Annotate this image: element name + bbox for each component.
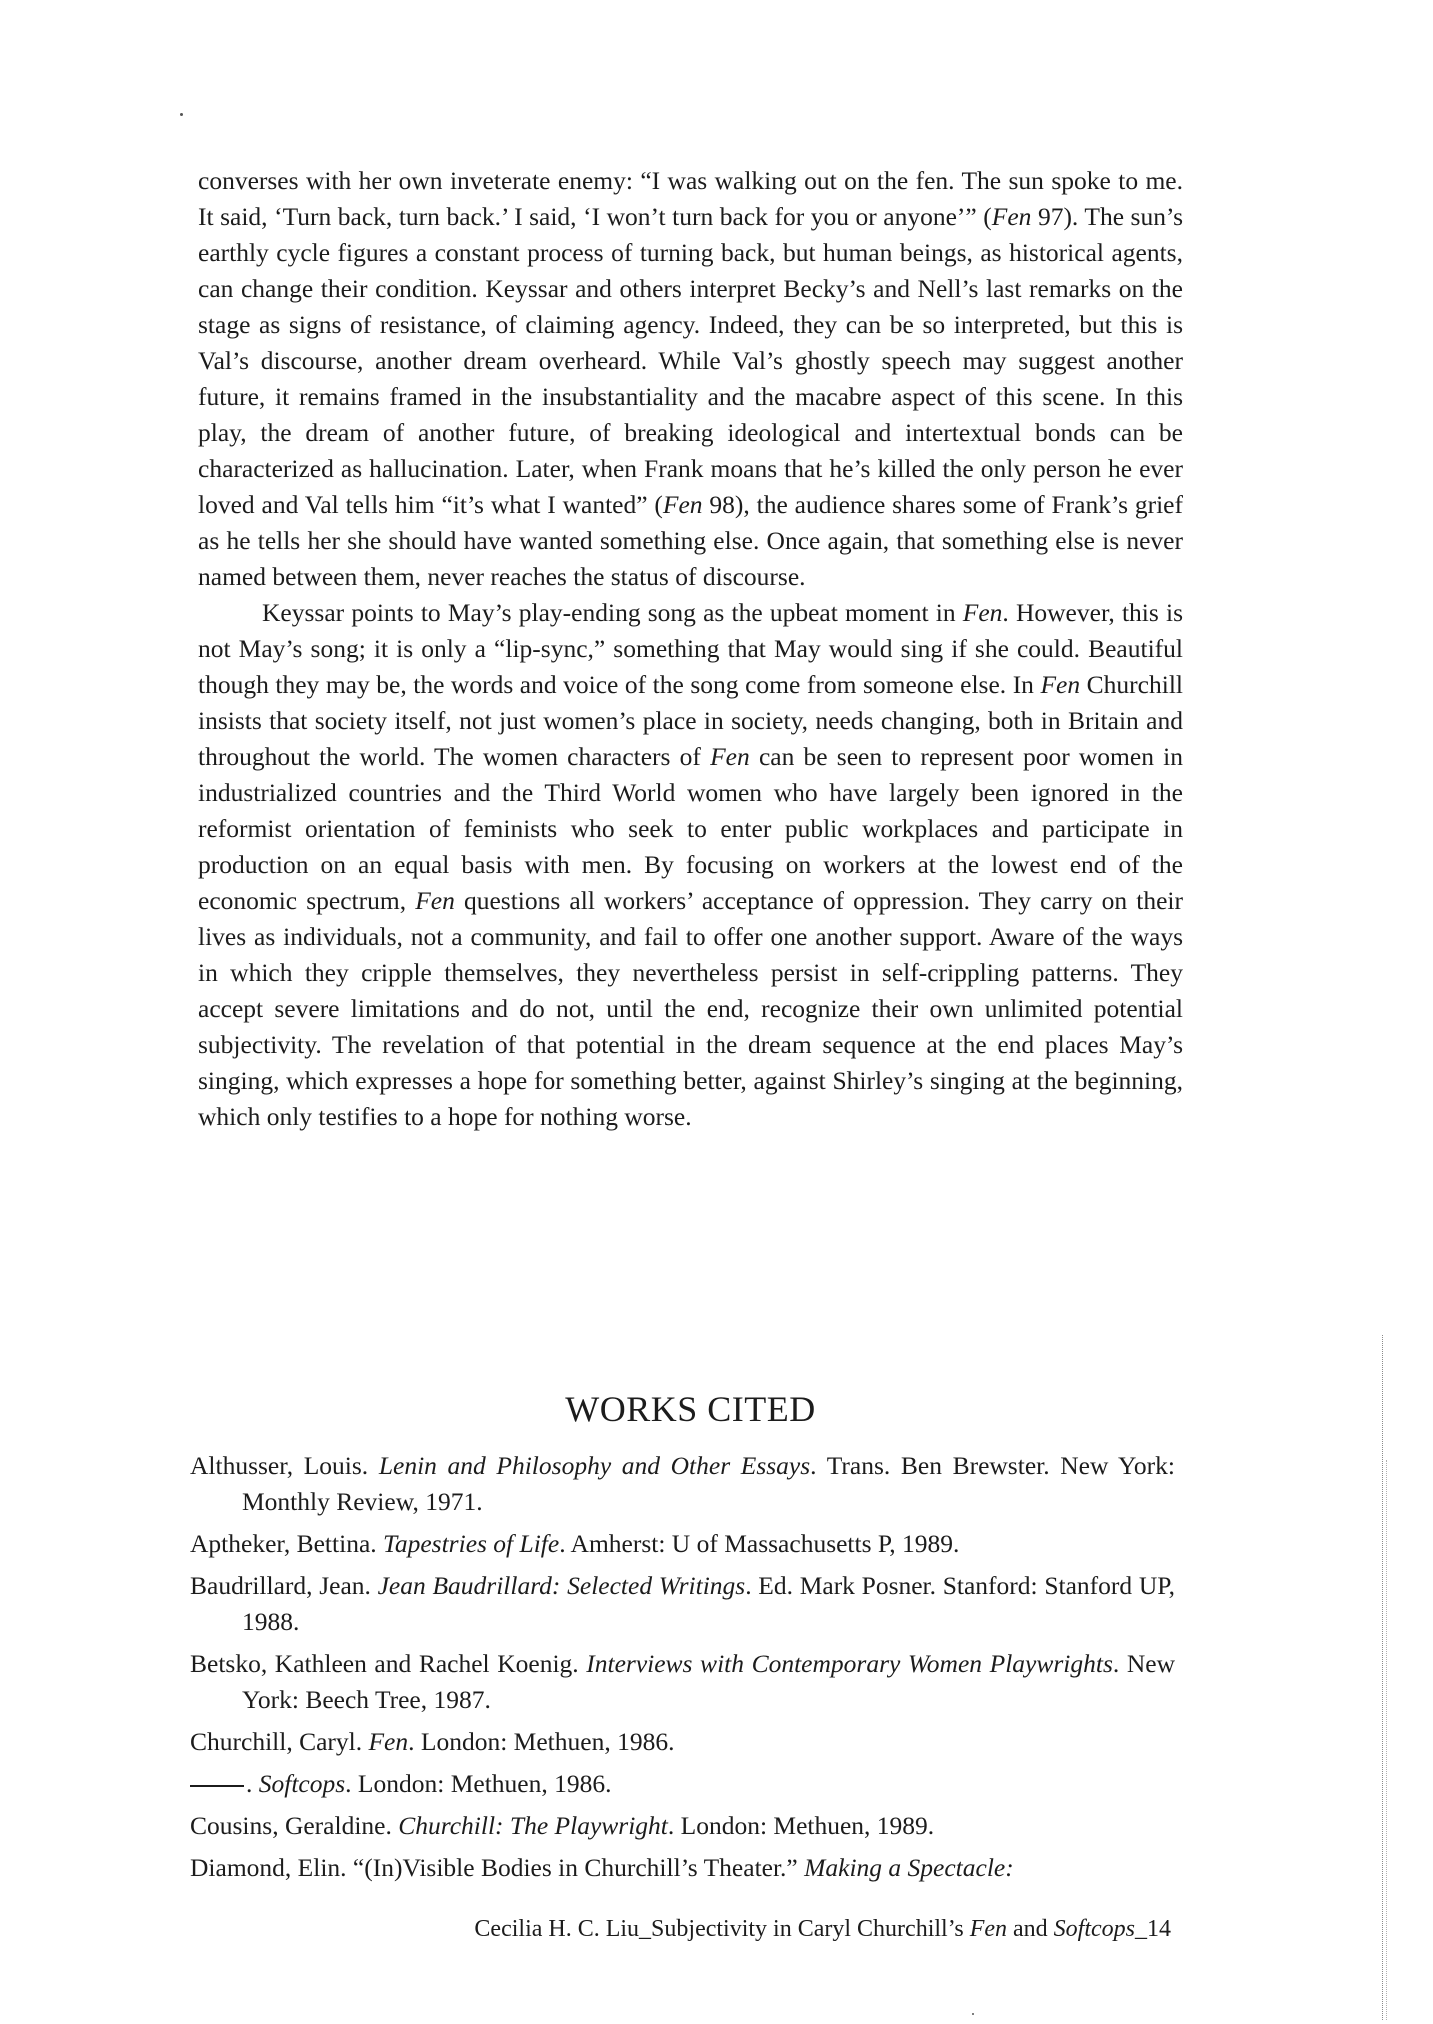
scan-edge-line [1382,1335,1383,2020]
citation-entry: Betsko, Kathleen and Rachel Koenig. Interviews with Contemporary Women Playwrights. New York: Beech Tree, 1987. [190,1649,1176,1714]
citation-entry: Diamond, Elin. “(In)Visible Bodies in Churchill’s Theater.” Making a Spectacle: [190,1853,1014,1882]
body-text [198,163,1183,1135]
italic-title: Fen [710,742,750,771]
citation-entry: Aptheker, Bettina. Tapestries of Life. Amherst: U of Massachusetts P, 1989. [190,1529,960,1558]
italic-title: Fen [991,202,1032,231]
works-cited-heading: WORKS CITED [565,1389,816,1429]
italic-title: Fen [368,1727,409,1756]
italic-title: Lenin and Philosophy and Other Essays [378,1451,811,1480]
scan-speck [180,113,183,116]
scan-edge-line [1386,1460,1387,2020]
italic-title: Making a Spectacle: [804,1853,1014,1882]
italic-title: Softcops [258,1769,346,1798]
citation-entry: . Softcops. London: Methuen, 1986. [190,1766,1175,1802]
citation-entry: Baudrillard, Jean. Jean Baudrillard: Selected Writings. Ed. Mark Posner. Stanford: Stanford UP, 1988. [190,1571,1175,1636]
italic-title: Fen [662,490,703,519]
italic-title: Fen [1040,670,1081,699]
italic-title: Jean Baudrillard: Selected Writings [377,1571,746,1600]
italic-title: Fen [415,886,455,915]
citation-entry: Churchill, Caryl. Fen. London: Methuen, 1986. [190,1727,675,1756]
scan-speck [972,2013,974,2015]
body-paragraph: converses with her own inveterate enemy: “I was walking out on the fen. The sun spoke to me. It said, ‘Turn back, turn back.’ I said, ‘I won’t turn back for you or anyone’” (Fen 97). The sun’s earthly cycle figures a constant process of turning back, but human beings, as historical agents, can change their condition. Keyssar and others interpret Becky’s and Nell’s last remarks on the stage as signs of resistance, of claiming agency. Indeed, they can be so interpreted, but this is Val’s discourse, another dream overheard. While Val’s ghostly speech may suggest another future, it remains framed in the insubstantiality and the macabre aspect of this scene. In this play, the dream of another future, of breaking ideological and intertextual bonds can be characterized as hallucination. Later, when Frank moans that he’s killed the only person he ever loved and Val tells him “it’s what I wanted” (Fen 98), the audience shares some of Frank’s grief as he tells her she should have wanted something else. Once again, that something else is never named between them, never reaches the status of discourse. [198,166,1183,591]
italic-title: Churchill: The Playwright [398,1811,668,1840]
italic-title: Fen [962,598,1003,627]
italic-title: Interviews with Contemporary Women Playwrights [586,1649,1113,1678]
citation-entry: Althusser, Louis. Lenin and Philosophy and Other Essays. Trans. Ben Brewster. New York: Monthly Review, 1971. [190,1451,1175,1516]
italic-title: Softcops [1053,1916,1135,1942]
citation-entry: Cousins, Geraldine. Churchill: The Playwright. London: Methuen, 1989. [190,1811,935,1840]
repeat-author-dash [190,1785,244,1787]
italic-title: Fen [969,1916,1008,1942]
page-footer: Cecilia H. C. Liu_Subjectivity in Caryl Churchill’s Fen and Softcops_14 [474,1916,1171,1942]
body-paragraph: Keyssar points to May’s play-ending song as the upbeat moment in Fen. However, this is not May’s song; it is only a “lip-sync,” something that May would sing if she could. Beautiful though they may be, the words and voice of the song come from someone else. In Fen Churchill insists that society itself, not just women’s place in society, needs changing, both in Britain and throughout the world. The women characters of Fen can be seen to represent poor women in industrialized countries and the Third World women who have largely been ignored in the reformist orientation of feminists who seek to enter public workplaces and participate in production on an equal basis with men. By focusing on workers at the lowest end of the economic spectrum, Fen questions all workers’ acceptance of oppression. They carry on their lives as individuals, not a community, and fail to offer one another support. Aware of the ways in which they cripple themselves, they nevertheless persist in self-crippling patterns. They accept severe limitations and do not, until the end, recognize their own unlimited potential subjectivity. The revelation of that potential in the dream sequence at the end places May’s singing, which expresses a hope for something better, against Shirley’s singing at the beginning, which only testifies to a hope for nothing worse. [198,598,1184,1131]
italic-title: Tapestries of Life [383,1529,560,1558]
works-cited-list [190,1448,1175,1892]
